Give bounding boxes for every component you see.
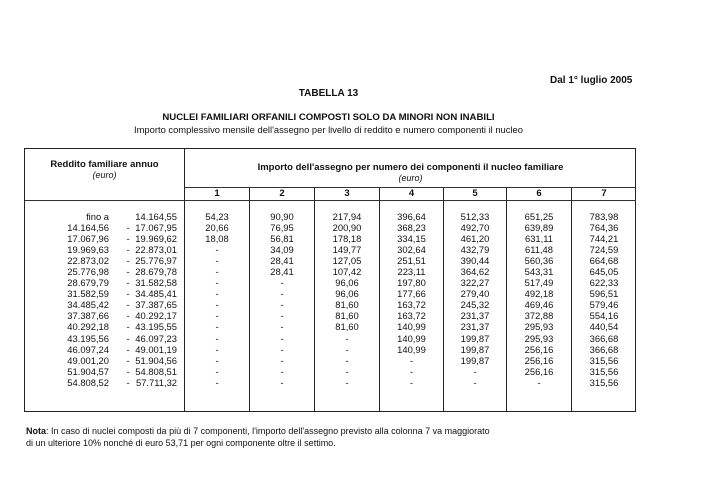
income-header-unit: (euro) <box>92 170 117 180</box>
amount-cell-4: 177,66 <box>397 288 426 300</box>
amount-cell-7: 664,68 <box>589 255 619 267</box>
footnote-line-1: : In caso di nuclei composti da più di 7 componenti, l'importo dell'assegno previsto alla colonna 7 va maggiorato <box>46 426 490 436</box>
amount-cell-3: 149,77 <box>332 244 362 256</box>
amount-cell-7: 315,56 <box>589 354 619 366</box>
amount-header-unit: (euro) <box>398 173 423 183</box>
income-from: 14.164,56 <box>67 222 109 234</box>
table-row <box>25 355 637 366</box>
amount-cell-5: 231,37 <box>460 310 490 322</box>
amount-cell-2: 76,95 <box>270 222 294 234</box>
row-divider <box>25 200 636 201</box>
amount-cell-6: 256,16 <box>524 343 554 355</box>
amount-cell-1: - <box>215 332 219 344</box>
amount-cell-1: - <box>215 288 219 300</box>
income-to: 57.711,32 <box>135 376 177 388</box>
amount-cell-5: 199,87 <box>460 332 490 344</box>
table-row <box>25 299 637 310</box>
amount-cell-2: 56,81 <box>270 233 294 245</box>
income-from: 31.582,59 <box>67 288 109 300</box>
amount-cell-4: 334,15 <box>397 233 426 245</box>
income-from: 43.195,56 <box>67 332 109 344</box>
amount-cell-6: 611,48 <box>525 244 553 256</box>
range-dash: - <box>126 343 130 355</box>
column-header-2: 2 <box>279 188 285 199</box>
income-from: 54.808,52 <box>67 376 109 388</box>
range-dash: - <box>126 365 130 377</box>
income-from: fino a <box>86 211 109 222</box>
amount-cell-2: - <box>280 354 284 366</box>
amount-cell-6: 560,36 <box>524 255 554 267</box>
footnote <box>26 425 646 449</box>
amount-cell-7: 440,54 <box>589 321 619 333</box>
table-row <box>25 233 637 244</box>
amount-cell-1: - <box>215 310 219 322</box>
amount-cell-4: 163,72 <box>397 310 426 322</box>
amount-cell-2: - <box>280 299 284 311</box>
amount-cell-3: 127,05 <box>332 255 362 267</box>
amount-cell-6: 639,89 <box>524 222 554 234</box>
income-header <box>25 149 184 187</box>
amount-cell-3: 81,60 <box>335 299 359 311</box>
amount-cell-5: 390,44 <box>460 255 490 267</box>
amount-cell-6: 295,93 <box>524 321 554 333</box>
income-from: 49.001,20 <box>67 354 109 366</box>
range-dash: - <box>126 255 130 267</box>
table-row <box>25 222 637 233</box>
table-row <box>25 255 637 266</box>
income-to: 19.969,62 <box>135 233 177 245</box>
amount-cell-7: 783,98 <box>589 211 619 222</box>
amount-cell-3: 96,06 <box>335 288 359 300</box>
income-from: 34.485,42 <box>67 299 109 311</box>
amount-cell-5: 512,33 <box>460 211 490 222</box>
amount-cell-4: - <box>409 354 414 366</box>
table-row <box>25 277 637 288</box>
amount-cell-1: - <box>215 299 219 311</box>
amount-cell-7: 366,68 <box>589 332 619 344</box>
column-header-1: 1 <box>214 188 220 199</box>
amount-cell-3: 217,94 <box>332 211 362 222</box>
amount-cell-6: 492,18 <box>524 288 554 300</box>
amount-cell-4: 302,64 <box>397 244 426 256</box>
amount-cell-1: - <box>215 376 219 388</box>
amount-cell-1: - <box>215 343 219 355</box>
table-row <box>25 310 637 321</box>
amount-cell-7: 315,56 <box>589 376 619 388</box>
amount-cell-6: 517,49 <box>524 277 554 289</box>
document-subtitle: Importo complessivo mensile dell'assegno per livello di reddito e numero componenti il nucleo <box>134 124 523 135</box>
income-to: 46.097,23 <box>135 332 177 344</box>
amount-cell-1: 18,08 <box>205 233 229 245</box>
income-to: 22.873,01 <box>135 244 177 256</box>
amount-cell-7: 724,59 <box>589 244 619 256</box>
amount-cell-3: 178,18 <box>332 233 362 245</box>
footnote-label: Nota <box>26 426 46 436</box>
amount-cell-6: 295,93 <box>524 332 554 344</box>
amount-cell-5: 492,70 <box>460 222 490 234</box>
table-row <box>25 288 637 299</box>
amount-cell-2: - <box>280 310 284 322</box>
amount-cell-3: - <box>345 365 349 377</box>
income-to: 40.292,17 <box>135 310 177 322</box>
amount-cell-6: 543,31 <box>524 266 554 278</box>
table-label: TABELLA 13 <box>298 88 359 99</box>
amount-header-label: Importo dell'assegno per numero dei componenti il nucleo familiare <box>257 162 564 173</box>
amount-cell-4: 368,23 <box>397 222 426 234</box>
amount-cell-4: 140,99 <box>397 332 426 344</box>
amount-cell-5: - <box>473 376 477 388</box>
income-to: 34.485,41 <box>135 288 177 300</box>
amount-cell-6: 469,46 <box>524 299 554 311</box>
footnote-line-2: di un ulteriore 10% nonché di euro 53,71 per ogni componente oltre il settimo. <box>26 438 336 448</box>
column-header-5: 5 <box>472 188 478 199</box>
amount-cell-7: 366,68 <box>589 343 619 355</box>
income-to: 37.387,65 <box>135 299 177 311</box>
amount-cell-1: - <box>215 255 219 267</box>
amount-cell-2: - <box>280 288 284 300</box>
amount-cell-2: - <box>280 365 284 377</box>
income-to: 54.808,51 <box>135 365 177 377</box>
income-to: 31.582,58 <box>135 277 177 289</box>
amount-cell-5: 245,32 <box>460 299 490 311</box>
amount-cell-1: 20,66 <box>205 222 229 234</box>
amount-cell-4: 163,72 <box>397 299 426 311</box>
amount-cell-5: 461,20 <box>460 233 490 245</box>
effective-date: Dal 1° luglio 2005 <box>550 75 633 86</box>
amount-cell-3: 96,06 <box>335 277 359 289</box>
range-dash: - <box>126 244 130 256</box>
amount-cell-4: 251,51 <box>397 255 426 267</box>
amount-cell-4: - <box>409 376 414 388</box>
range-dash: - <box>126 277 130 289</box>
range-dash: - <box>126 310 130 322</box>
amount-cell-2: 28,41 <box>270 255 294 267</box>
amount-cell-6: 256,16 <box>524 365 554 377</box>
column-header-6: 6 <box>536 188 542 199</box>
amount-cell-7: 554,16 <box>589 310 619 322</box>
amount-cell-1: 54,23 <box>205 211 229 222</box>
table-row <box>25 321 637 332</box>
amount-cell-2: 28,41 <box>270 266 294 278</box>
amount-cell-1: - <box>215 266 219 278</box>
income-to: 25.776,97 <box>135 255 177 267</box>
amount-cell-4: 223,11 <box>397 266 426 278</box>
table-row <box>25 377 637 388</box>
amount-cell-5: 364,62 <box>460 266 490 278</box>
amount-cell-4: - <box>409 365 414 377</box>
amount-cell-3: 81,60 <box>335 321 359 333</box>
amount-cell-4: 140,99 <box>397 343 426 355</box>
table-body <box>25 211 637 388</box>
allowance-table <box>24 148 636 412</box>
table-row <box>25 366 637 377</box>
income-to: 49.001,19 <box>135 343 177 355</box>
amount-cell-6: 651,25 <box>524 211 554 222</box>
amount-cell-4: 197,80 <box>397 277 426 289</box>
income-to: 51.904,56 <box>135 354 177 366</box>
amount-cell-3: - <box>345 332 349 344</box>
amount-cell-7: 622,33 <box>589 277 619 289</box>
amount-cell-6: 256,16 <box>524 354 554 366</box>
amount-cell-7: 764,36 <box>589 222 619 234</box>
income-to: 43.195,55 <box>135 321 177 333</box>
amount-cell-7: 579,46 <box>589 299 619 311</box>
table-row <box>25 344 637 355</box>
amount-cell-4: 140,99 <box>397 321 426 333</box>
amount-cell-5: - <box>473 365 477 377</box>
income-from: 22.873,02 <box>67 255 109 267</box>
income-from: 46.097,24 <box>67 343 109 355</box>
amount-cell-3: - <box>345 343 349 355</box>
column-header-7: 7 <box>601 188 607 199</box>
amount-header <box>185 149 636 187</box>
amount-cell-2: 34,09 <box>270 244 294 256</box>
income-to: 17.067,95 <box>135 222 177 234</box>
amount-cell-3: 81,60 <box>335 310 359 322</box>
income-to: 28.679,78 <box>135 266 177 278</box>
income-from: 37.387,66 <box>67 310 109 322</box>
amount-cell-5: 199,87 <box>460 343 490 355</box>
amount-cell-5: 199,87 <box>460 354 490 366</box>
amount-cell-5: 279,40 <box>460 288 490 300</box>
amount-cell-1: - <box>215 244 219 256</box>
amount-cell-2: - <box>280 321 284 333</box>
document-title: NUCLEI FAMILIARI ORFANILI COMPOSTI SOLO DA MINORI NON INABILI <box>162 112 495 123</box>
range-dash: - <box>126 354 130 366</box>
amount-cell-2: 90,90 <box>270 211 294 222</box>
amount-cell-5: 231,37 <box>460 321 490 333</box>
income-from: 51.904,57 <box>67 365 109 377</box>
amount-cell-6: - <box>537 376 541 388</box>
amount-cell-2: - <box>280 343 284 355</box>
income-from: 28.679,79 <box>67 277 109 289</box>
range-dash: - <box>126 299 130 311</box>
amount-cell-1: - <box>215 277 219 289</box>
income-header-label: Reddito familiare annuo <box>50 159 159 170</box>
amount-cell-6: 631,11 <box>525 233 553 245</box>
amount-cell-3: 107,42 <box>332 266 362 278</box>
amount-cell-2: - <box>280 277 284 289</box>
amount-cell-7: 645,05 <box>589 266 619 278</box>
table-row <box>25 211 637 222</box>
amount-cell-3: - <box>345 354 349 366</box>
amount-cell-1: - <box>215 321 219 333</box>
range-dash: - <box>126 332 130 344</box>
range-dash: - <box>126 233 130 245</box>
amount-cell-7: 744,21 <box>589 233 619 245</box>
income-from: 25.776,98 <box>67 266 109 278</box>
range-dash: - <box>126 376 130 388</box>
range-dash: - <box>126 288 130 300</box>
amount-cell-4: 396,64 <box>397 211 426 222</box>
amount-cell-6: 372,88 <box>524 310 554 322</box>
range-dash: - <box>126 222 130 234</box>
amount-cell-3: - <box>345 376 349 388</box>
amount-cell-5: 322,27 <box>460 277 490 289</box>
income-to: 14.164,55 <box>135 211 177 222</box>
income-from: 17.067,96 <box>67 233 109 245</box>
column-header-4: 4 <box>408 188 415 199</box>
table-row <box>25 244 637 255</box>
income-from: 19.969,63 <box>67 244 109 256</box>
amount-cell-2: - <box>280 332 284 344</box>
amount-cell-1: - <box>215 365 219 377</box>
table-row <box>25 266 637 277</box>
amount-cell-5: 432,79 <box>460 244 490 256</box>
amount-cell-1: - <box>215 354 219 366</box>
range-dash: - <box>126 266 130 278</box>
table-row <box>25 333 637 344</box>
amount-cell-7: 315,56 <box>589 365 619 377</box>
amount-cell-2: - <box>280 376 284 388</box>
range-dash: - <box>126 321 130 333</box>
amount-cell-3: 200,90 <box>332 222 362 234</box>
income-from: 40.292,18 <box>67 321 109 333</box>
column-header-3: 3 <box>344 188 350 199</box>
amount-cell-7: 596,51 <box>589 288 619 300</box>
